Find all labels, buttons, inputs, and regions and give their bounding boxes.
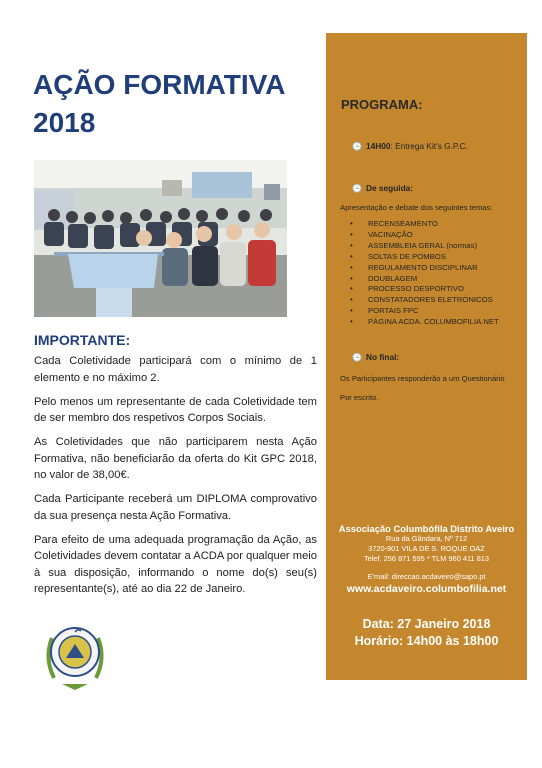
topic-item: • RECENSEAMENTO bbox=[350, 219, 499, 230]
program-seguida bbox=[352, 183, 413, 193]
program-intro: Apresentação e debate dos seguintes temas: bbox=[340, 203, 493, 212]
program-item-1 bbox=[352, 141, 468, 151]
note-participation: Cada Coletividade participará com o mínimo de 1 elemento e no máximo 2. bbox=[34, 355, 317, 384]
program-panel bbox=[326, 33, 527, 680]
topic-item: • CONSTATADORES ELETRÓNICOS bbox=[350, 295, 499, 306]
clock-icon: 🕒 bbox=[352, 353, 362, 362]
note-registration: Para efeito de uma adequada programação da Ação, as Coletividades devem contatar a ACDA por qualquer meio à sua disposição, informando o nome do(s) seu(s) representante(s), até ao dia 22 de Janeiro. bbox=[34, 533, 317, 595]
program-item-1-time: 14H00 bbox=[366, 141, 391, 151]
note-representative: Pelo menos um representante de cada Coletividade tem de ser membro dos respetivos Corpos Sociais. bbox=[34, 395, 317, 424]
clock-icon: 🕒 bbox=[352, 142, 362, 151]
website-link[interactable]: www.acdaveiro.columbofilia.net bbox=[346, 583, 507, 595]
document-title bbox=[33, 66, 293, 142]
topic-item: • SOLTAS DE POMBOS bbox=[350, 252, 499, 263]
event-date: Data: 27 Janeiro 2018 bbox=[362, 617, 491, 631]
program-heading: PROGRAMA: bbox=[341, 97, 423, 112]
clock-icon: 🕒 bbox=[352, 184, 362, 193]
topics-list bbox=[350, 219, 499, 328]
topic-item: • PROCESSO DESPORTIVO bbox=[350, 284, 499, 295]
association-name: Associação Columbófila Distrito Aveiro bbox=[338, 523, 515, 534]
topic-item: • ASSEMBLEIA GERAL (normas) bbox=[350, 241, 499, 252]
email-line: E’mail: direccao.acdaveiro@sapo.pt bbox=[367, 572, 486, 581]
topic-item: • REGULAMENTO DISCIPLINAR bbox=[350, 263, 499, 274]
topic-item: • PORTAIS FPC bbox=[350, 306, 499, 317]
title-line-2: 2018 bbox=[33, 107, 96, 138]
program-final-line-1: Os Participantes responderão a um Questionário bbox=[340, 374, 505, 383]
program-seguida-label: De seguida: bbox=[366, 183, 414, 193]
program-final bbox=[352, 352, 399, 362]
program-item-1-text: : Entrega Kit's G.P.C. bbox=[390, 141, 468, 151]
program-final-label: No final: bbox=[366, 352, 400, 362]
event-photo bbox=[34, 160, 287, 317]
contact-block bbox=[326, 523, 527, 595]
topic-item: • DOUBLAGEM bbox=[350, 274, 499, 285]
address-street: Rua da Gândara, Nº 712 bbox=[385, 534, 468, 543]
program-final-line-2: Por escrito. bbox=[340, 393, 379, 402]
important-notes bbox=[34, 353, 317, 605]
event-schedule bbox=[326, 616, 527, 650]
topic-item: • PÁGINA ACDA. COLUMBOFILIA.NET bbox=[350, 317, 499, 328]
association-logo bbox=[42, 618, 108, 692]
important-heading: IMPORTANTE: bbox=[34, 332, 131, 348]
audience-photo-illustration bbox=[34, 160, 287, 317]
note-kit-offer: As Coletividades que não participarem nesta Ação Formativa, não beneficiarão da oferta do Kit GPC 2018, no valor de 38,00€. bbox=[34, 436, 317, 481]
note-diploma: Cada Participante receberá um DIPLOMA comprovativo da sua presença nesta Ação Formativa. bbox=[34, 493, 317, 522]
topic-item: • VACINAÇÃO bbox=[350, 230, 499, 241]
title-line-1: AÇÃO FORMATIVA bbox=[33, 69, 286, 100]
phone-line: Telef. 256 871 595 * TLM 960 411 813 bbox=[363, 554, 490, 563]
address-postal: 3720-901 VILA DE S. ROQUE OAZ bbox=[368, 544, 485, 553]
event-hours: Horário: 14h00 às 18h00 bbox=[354, 634, 499, 648]
